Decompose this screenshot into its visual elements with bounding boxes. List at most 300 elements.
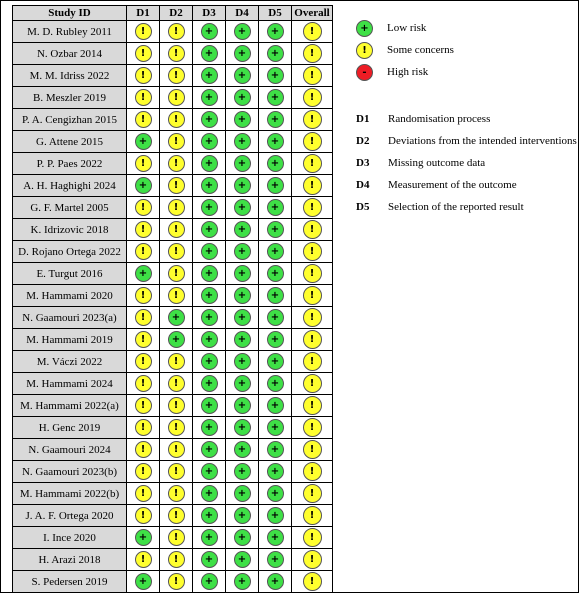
d1-some-risk-dot: !	[135, 419, 152, 436]
overall-some-risk-dot: !	[303, 220, 322, 239]
d3-low-risk-dot: +	[201, 507, 218, 524]
d4-low-risk-dot: +	[234, 375, 251, 392]
domain-cell	[193, 263, 226, 285]
domain-cell	[127, 219, 160, 241]
domain-code: D5	[356, 201, 370, 213]
table-row	[13, 439, 333, 461]
table-row	[13, 65, 333, 87]
d1-some-risk-dot: !	[135, 45, 152, 62]
d3-low-risk-dot: +	[201, 243, 218, 260]
study-id-cell: J. A. F. Ortega 2020	[13, 505, 127, 527]
overall-cell	[292, 241, 333, 263]
domain-cell	[259, 329, 292, 351]
table-header-row	[13, 6, 333, 21]
overall-cell	[292, 549, 333, 571]
domain-cell	[259, 241, 292, 263]
d5-low-risk-dot: +	[267, 551, 284, 568]
domain-cell	[127, 21, 160, 43]
domain-cell	[259, 307, 292, 329]
overall-some-risk-dot: !	[303, 440, 322, 459]
domain-cell	[226, 329, 259, 351]
domain-cell	[193, 527, 226, 549]
d5-low-risk-dot: +	[267, 419, 284, 436]
d2-some-risk-dot: !	[168, 89, 185, 106]
overall-some-risk-dot: !	[303, 176, 322, 195]
domain-cell	[226, 43, 259, 65]
study-id-cell: H. Genc 2019	[13, 417, 127, 439]
d3-low-risk-dot: +	[201, 331, 218, 348]
study-id-cell: N. Ozbar 2014	[13, 43, 127, 65]
d3-low-risk-dot: +	[201, 199, 218, 216]
study-id-cell: M. Váczi 2022	[13, 351, 127, 373]
d1-some-risk-dot: !	[135, 89, 152, 106]
domain-cell	[193, 109, 226, 131]
table-row	[13, 131, 333, 153]
d5-low-risk-dot: +	[267, 265, 284, 282]
legend-high-dot: -	[356, 64, 373, 81]
domain-cell	[193, 21, 226, 43]
domain-cell	[160, 571, 193, 593]
d4-low-risk-dot: +	[234, 287, 251, 304]
d1-low-risk-dot: +	[135, 133, 152, 150]
domain-cell	[226, 131, 259, 153]
domain-cell	[226, 87, 259, 109]
overall-cell	[292, 329, 333, 351]
domain-cell	[160, 241, 193, 263]
header-study-id: Study ID	[13, 6, 127, 21]
d5-low-risk-dot: +	[267, 23, 284, 40]
overall-cell	[292, 197, 333, 219]
d1-some-risk-dot: !	[135, 23, 152, 40]
domain-cell	[259, 153, 292, 175]
d3-low-risk-dot: +	[201, 309, 218, 326]
domain-cell	[259, 65, 292, 87]
overall-cell	[292, 461, 333, 483]
overall-cell	[292, 109, 333, 131]
risk-of-bias-table	[12, 5, 333, 593]
domain-cell	[160, 329, 193, 351]
domain-cell	[259, 461, 292, 483]
d4-low-risk-dot: +	[234, 353, 251, 370]
table-row	[13, 461, 333, 483]
study-id-cell: S. Pedersen 2019	[13, 571, 127, 593]
d2-some-risk-dot: !	[168, 177, 185, 194]
domain-cell	[160, 461, 193, 483]
d2-some-risk-dot: !	[168, 199, 185, 216]
domain-cell	[160, 65, 193, 87]
d1-some-risk-dot: !	[135, 221, 152, 238]
d1-low-risk-dot: +	[135, 177, 152, 194]
domain-cell	[160, 153, 193, 175]
d1-some-risk-dot: !	[135, 155, 152, 172]
overall-cell	[292, 483, 333, 505]
d2-some-risk-dot: !	[168, 485, 185, 502]
d5-low-risk-dot: +	[267, 67, 284, 84]
overall-cell	[292, 285, 333, 307]
study-id-cell: G. Attene 2015	[13, 131, 127, 153]
domain-cell	[160, 373, 193, 395]
domain-cell	[193, 153, 226, 175]
domain-cell	[193, 461, 226, 483]
overall-some-risk-dot: !	[303, 264, 322, 283]
d4-low-risk-dot: +	[234, 177, 251, 194]
d1-some-risk-dot: !	[135, 243, 152, 260]
header-d3: D3	[193, 6, 226, 21]
domain-cell	[127, 351, 160, 373]
legend-low-dot: +	[356, 20, 373, 37]
d1-some-risk-dot: !	[135, 463, 152, 480]
domain-cell	[127, 87, 160, 109]
d5-low-risk-dot: +	[267, 111, 284, 128]
legend-item	[356, 61, 428, 83]
study-id-cell: H. Arazi 2018	[13, 549, 127, 571]
domain-cell	[259, 571, 292, 593]
overall-cell	[292, 439, 333, 461]
overall-cell	[292, 87, 333, 109]
d3-low-risk-dot: +	[201, 397, 218, 414]
d1-some-risk-dot: !	[135, 551, 152, 568]
d5-low-risk-dot: +	[267, 485, 284, 502]
overall-cell	[292, 219, 333, 241]
d4-low-risk-dot: +	[234, 221, 251, 238]
legend-label: Some concerns	[387, 44, 454, 56]
domain-cell	[127, 549, 160, 571]
d4-low-risk-dot: +	[234, 89, 251, 106]
d3-low-risk-dot: +	[201, 419, 218, 436]
domain-label: Selection of the reported result	[388, 201, 524, 213]
d4-low-risk-dot: +	[234, 331, 251, 348]
d2-low-risk-dot: +	[168, 309, 185, 326]
domain-cell	[127, 43, 160, 65]
d5-low-risk-dot: +	[267, 353, 284, 370]
study-id-cell: I. Ince 2020	[13, 527, 127, 549]
domain-cell	[259, 527, 292, 549]
d2-some-risk-dot: !	[168, 507, 185, 524]
overall-cell	[292, 175, 333, 197]
overall-cell	[292, 417, 333, 439]
d2-some-risk-dot: !	[168, 221, 185, 238]
d1-some-risk-dot: !	[135, 309, 152, 326]
table-row	[13, 87, 333, 109]
d1-some-risk-dot: !	[135, 67, 152, 84]
domain-cell	[193, 373, 226, 395]
d5-low-risk-dot: +	[267, 133, 284, 150]
study-id-cell: N. Gaamouri 2023(b)	[13, 461, 127, 483]
domain-cell	[127, 131, 160, 153]
domain-cell	[193, 439, 226, 461]
domain-cell	[193, 483, 226, 505]
table-row	[13, 329, 333, 351]
domain-cell	[193, 241, 226, 263]
d2-some-risk-dot: !	[168, 529, 185, 546]
domain-cell	[160, 197, 193, 219]
d1-some-risk-dot: !	[135, 331, 152, 348]
table-row	[13, 241, 333, 263]
domain-cell	[160, 527, 193, 549]
domain-cell	[259, 417, 292, 439]
domain-cell	[160, 417, 193, 439]
d5-low-risk-dot: +	[267, 155, 284, 172]
overall-cell	[292, 373, 333, 395]
domain-label: Randomisation process	[388, 113, 491, 125]
d1-some-risk-dot: !	[135, 485, 152, 502]
domain-cell	[226, 65, 259, 87]
d4-low-risk-dot: +	[234, 133, 251, 150]
domain-cell	[193, 131, 226, 153]
d3-low-risk-dot: +	[201, 45, 218, 62]
table-row	[13, 307, 333, 329]
domain-cell	[259, 285, 292, 307]
overall-some-risk-dot: !	[303, 352, 322, 371]
domain-cell	[160, 351, 193, 373]
domain-cell	[226, 549, 259, 571]
d5-low-risk-dot: +	[267, 45, 284, 62]
domain-cell	[160, 263, 193, 285]
header-d1: D1	[127, 6, 160, 21]
d2-low-risk-dot: +	[168, 331, 185, 348]
domain-cell	[259, 131, 292, 153]
table-row	[13, 571, 333, 593]
domain-definition	[356, 179, 517, 191]
d5-low-risk-dot: +	[267, 397, 284, 414]
overall-some-risk-dot: !	[303, 308, 322, 327]
overall-some-risk-dot: !	[303, 550, 322, 569]
d2-some-risk-dot: !	[168, 375, 185, 392]
d2-some-risk-dot: !	[168, 573, 185, 590]
domain-cell	[127, 461, 160, 483]
domain-cell	[127, 175, 160, 197]
study-id-cell: M. M. Idriss 2022	[13, 65, 127, 87]
domain-cell	[259, 109, 292, 131]
d3-low-risk-dot: +	[201, 89, 218, 106]
table-row	[13, 395, 333, 417]
table-row	[13, 153, 333, 175]
d3-low-risk-dot: +	[201, 23, 218, 40]
d4-low-risk-dot: +	[234, 529, 251, 546]
domain-cell	[226, 219, 259, 241]
d3-low-risk-dot: +	[201, 287, 218, 304]
d4-low-risk-dot: +	[234, 573, 251, 590]
domain-cell	[226, 439, 259, 461]
domain-cell	[127, 285, 160, 307]
study-id-cell: A. H. Haghighi 2024	[13, 175, 127, 197]
d5-low-risk-dot: +	[267, 177, 284, 194]
study-id-cell: K. Idrizovic 2018	[13, 219, 127, 241]
legend-item	[356, 17, 426, 39]
d5-low-risk-dot: +	[267, 199, 284, 216]
overall-some-risk-dot: !	[303, 286, 322, 305]
d2-some-risk-dot: !	[168, 243, 185, 260]
d5-low-risk-dot: +	[267, 507, 284, 524]
table-body	[13, 21, 333, 593]
domain-cell	[193, 571, 226, 593]
domain-cell	[127, 417, 160, 439]
d4-low-risk-dot: +	[234, 199, 251, 216]
overall-cell	[292, 395, 333, 417]
d3-low-risk-dot: +	[201, 111, 218, 128]
d3-low-risk-dot: +	[201, 67, 218, 84]
overall-some-risk-dot: !	[303, 110, 322, 129]
overall-some-risk-dot: !	[303, 396, 322, 415]
d2-some-risk-dot: !	[168, 463, 185, 480]
domain-code: D3	[356, 157, 370, 169]
table-row	[13, 263, 333, 285]
overall-cell	[292, 307, 333, 329]
overall-cell	[292, 351, 333, 373]
domain-code: D1	[356, 113, 370, 125]
d3-low-risk-dot: +	[201, 573, 218, 590]
domain-cell	[193, 65, 226, 87]
domain-cell	[226, 307, 259, 329]
overall-some-risk-dot: !	[303, 198, 322, 217]
d1-some-risk-dot: !	[135, 199, 152, 216]
table-row	[13, 527, 333, 549]
header-d2: D2	[160, 6, 193, 21]
d1-low-risk-dot: +	[135, 529, 152, 546]
table-row	[13, 43, 333, 65]
d4-low-risk-dot: +	[234, 155, 251, 172]
domain-cell	[127, 373, 160, 395]
domain-cell	[127, 527, 160, 549]
d5-low-risk-dot: +	[267, 89, 284, 106]
domain-cell	[160, 307, 193, 329]
table-row	[13, 175, 333, 197]
study-id-cell: G. F. Martel 2005	[13, 197, 127, 219]
domain-cell	[226, 527, 259, 549]
domain-cell	[160, 43, 193, 65]
domain-cell	[259, 21, 292, 43]
d3-low-risk-dot: +	[201, 529, 218, 546]
d2-some-risk-dot: !	[168, 419, 185, 436]
study-id-cell: D. Rojano Ortega 2022	[13, 241, 127, 263]
domain-cell	[160, 483, 193, 505]
d3-low-risk-dot: +	[201, 463, 218, 480]
domain-cell	[193, 505, 226, 527]
table-row	[13, 109, 333, 131]
legend-item	[356, 39, 454, 61]
header-overall: Overall	[292, 6, 333, 21]
domain-cell	[193, 417, 226, 439]
overall-cell	[292, 131, 333, 153]
d2-some-risk-dot: !	[168, 551, 185, 568]
overall-some-risk-dot: !	[303, 242, 322, 261]
domain-cell	[226, 571, 259, 593]
domain-cell	[160, 439, 193, 461]
d4-low-risk-dot: +	[234, 23, 251, 40]
d2-some-risk-dot: !	[168, 287, 185, 304]
table-row	[13, 483, 333, 505]
domain-cell	[226, 285, 259, 307]
domain-cell	[226, 241, 259, 263]
domain-cell	[259, 549, 292, 571]
d2-some-risk-dot: !	[168, 155, 185, 172]
domain-label: Missing outcome data	[388, 157, 486, 169]
d5-low-risk-dot: +	[267, 221, 284, 238]
domain-cell	[226, 483, 259, 505]
domain-definition	[356, 201, 524, 213]
domain-cell	[127, 65, 160, 87]
study-id-cell: B. Meszler 2019	[13, 87, 127, 109]
domain-cell	[193, 285, 226, 307]
d2-some-risk-dot: !	[168, 67, 185, 84]
d2-some-risk-dot: !	[168, 23, 185, 40]
table-row	[13, 219, 333, 241]
overall-some-risk-dot: !	[303, 418, 322, 437]
domain-cell	[160, 87, 193, 109]
d3-low-risk-dot: +	[201, 551, 218, 568]
overall-some-risk-dot: !	[303, 66, 322, 85]
d4-low-risk-dot: +	[234, 507, 251, 524]
overall-cell	[292, 43, 333, 65]
domain-cell	[259, 351, 292, 373]
d2-some-risk-dot: !	[168, 45, 185, 62]
domain-cell	[127, 307, 160, 329]
domain-cell	[259, 395, 292, 417]
domain-cell	[259, 87, 292, 109]
study-id-cell: P. A. Cengizhan 2015	[13, 109, 127, 131]
study-id-cell: M. Hammami 2020	[13, 285, 127, 307]
header-d4: D4	[226, 6, 259, 21]
table-row	[13, 417, 333, 439]
d3-low-risk-dot: +	[201, 441, 218, 458]
domain-label: Measurement of the outcome	[388, 179, 517, 191]
d2-some-risk-dot: !	[168, 441, 185, 458]
domain-cell	[160, 549, 193, 571]
domain-cell	[259, 373, 292, 395]
d3-low-risk-dot: +	[201, 221, 218, 238]
d4-low-risk-dot: +	[234, 419, 251, 436]
table-row	[13, 285, 333, 307]
d5-low-risk-dot: +	[267, 375, 284, 392]
study-id-cell: M. Hammami 2022(b)	[13, 483, 127, 505]
d4-low-risk-dot: +	[234, 45, 251, 62]
overall-cell	[292, 65, 333, 87]
domain-cell	[226, 153, 259, 175]
domain-cell	[226, 21, 259, 43]
d4-low-risk-dot: +	[234, 111, 251, 128]
domain-cell	[226, 263, 259, 285]
d1-some-risk-dot: !	[135, 441, 152, 458]
d5-low-risk-dot: +	[267, 287, 284, 304]
domain-cell	[226, 373, 259, 395]
domain-cell	[127, 197, 160, 219]
domain-definition	[356, 135, 577, 147]
domain-definition	[356, 157, 485, 169]
d2-some-risk-dot: !	[168, 111, 185, 128]
table-row	[13, 351, 333, 373]
d3-low-risk-dot: +	[201, 353, 218, 370]
domain-cell	[160, 175, 193, 197]
domain-code: D2	[356, 135, 370, 147]
domain-cell	[259, 263, 292, 285]
d4-low-risk-dot: +	[234, 397, 251, 414]
domain-cell	[259, 197, 292, 219]
overall-some-risk-dot: !	[303, 330, 322, 349]
domain-cell	[259, 219, 292, 241]
domain-cell	[127, 439, 160, 461]
domain-cell	[160, 21, 193, 43]
d4-low-risk-dot: +	[234, 441, 251, 458]
d3-low-risk-dot: +	[201, 155, 218, 172]
d5-low-risk-dot: +	[267, 441, 284, 458]
study-id-cell: M. D. Rubley 2011	[13, 21, 127, 43]
d1-low-risk-dot: +	[135, 573, 152, 590]
overall-some-risk-dot: !	[303, 44, 322, 63]
study-id-cell: M. Hammami 2022(a)	[13, 395, 127, 417]
domain-cell	[226, 351, 259, 373]
d1-some-risk-dot: !	[135, 507, 152, 524]
table-row	[13, 197, 333, 219]
